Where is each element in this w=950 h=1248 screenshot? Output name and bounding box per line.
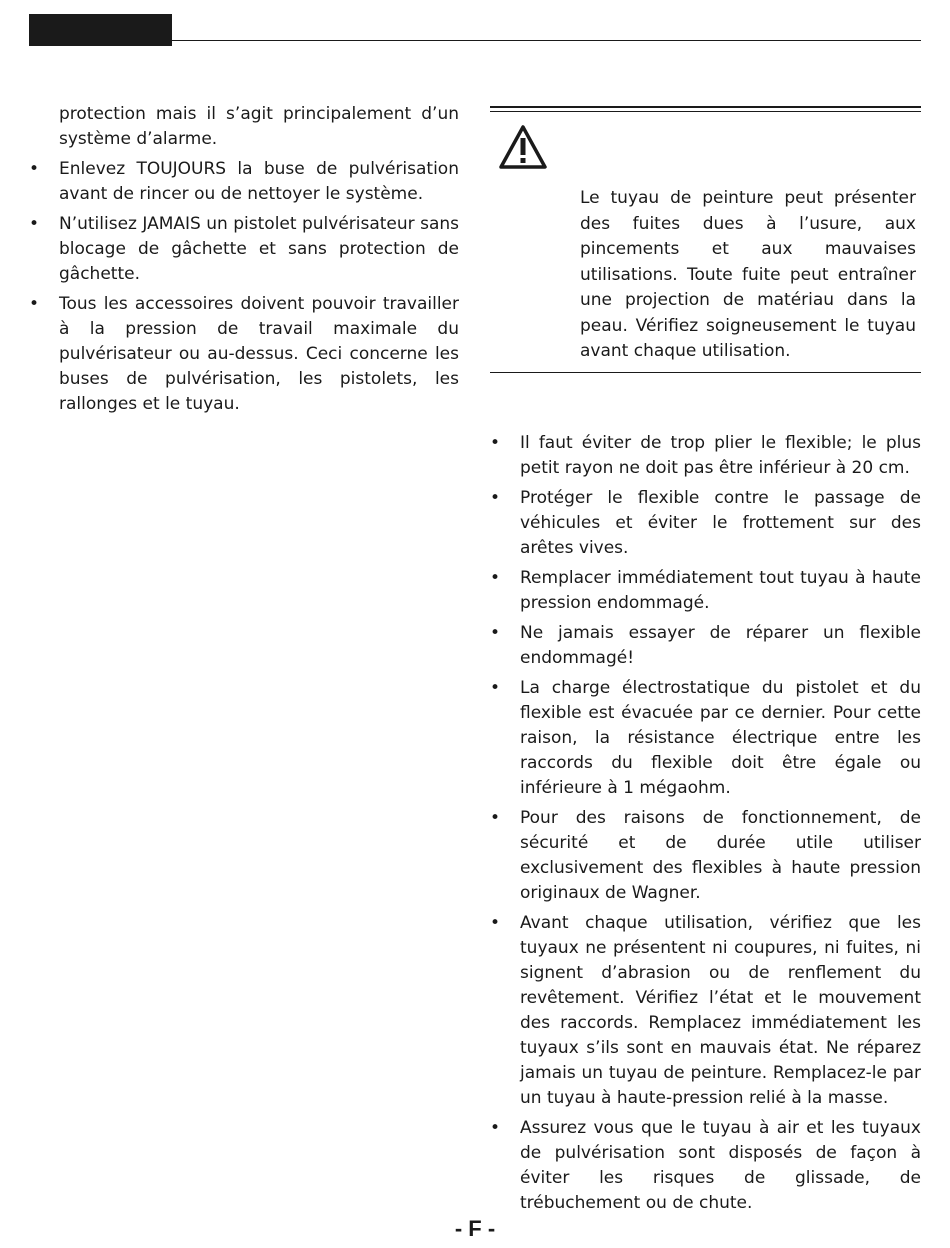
- list-item: [490, 806, 921, 906]
- list-item: [490, 486, 921, 561]
- list-item: [29, 157, 459, 207]
- list-item-text: Il faut éviter de trop plier le flexible; le plus petit rayon ne doit pas être inférieur à 20 cm.: [520, 433, 921, 478]
- bullet-icon: •: [29, 214, 40, 234]
- right-column: [490, 426, 921, 1216]
- list-item: [490, 676, 921, 801]
- list-item: [490, 1116, 921, 1216]
- list-item: [490, 566, 921, 616]
- list-item-text: Assurez vous que le tuyau à air et les tuyaux de pulvérisation sont disposés de façon à éviter les risques de glissade, de trébuchement ou de chute.: [520, 1118, 921, 1213]
- list-item: [490, 431, 921, 481]
- bullet-icon: •: [490, 568, 501, 588]
- warning-rule-bottom: [490, 372, 921, 373]
- list-item-text: Remplacer immédiatement tout tuyau à haute pression endommagé.: [520, 568, 921, 613]
- list-item-text: Pour des raisons de fonctionnement, de sécurité et de durée utile utiliser exclusivement des flexibles à haute pression originaux de Wagner.: [520, 808, 921, 903]
- list-item: [29, 212, 459, 287]
- bullet-icon: •: [490, 678, 501, 698]
- left-bullet-list: [29, 157, 459, 417]
- page-number: - F -: [454, 1216, 496, 1241]
- list-item-text: Tous les accessoires doivent pouvoir travailler à la pression de travail maximale du pulvérisateur ou au-dessus. Ceci concerne les buses de pulvérisation, les pistolets, les rallonges et le tuyau.: [59, 294, 459, 414]
- warning-triangle-icon: [498, 124, 548, 170]
- warning-rule-top: [490, 106, 921, 108]
- bullet-icon: •: [29, 294, 40, 314]
- warning-box: [490, 106, 921, 365]
- bullet-icon: •: [490, 808, 501, 828]
- list-item-text: N’utilisez JAMAIS un pistolet pulvérisateur sans blocage de gâchette et sans protection de gâchette.: [59, 214, 459, 284]
- list-item: [490, 621, 921, 671]
- list-item: [490, 911, 921, 1111]
- bullet-icon: •: [490, 623, 501, 643]
- bullet-icon: •: [490, 1118, 501, 1138]
- bullet-icon: •: [490, 433, 501, 453]
- left-column: [29, 102, 459, 417]
- right-bullet-list: [490, 431, 921, 1216]
- list-item-text: Protéger le flexible contre le passage de véhicules et éviter le frottement sur des arêtes vives.: [520, 488, 921, 558]
- list-item: [29, 292, 459, 417]
- header-black-block: [29, 14, 172, 46]
- bullet-icon: •: [490, 488, 501, 508]
- bullet-icon: •: [29, 159, 40, 179]
- continuation-paragraph: protection mais il s’agit principalement d’un système d’alarme.: [59, 104, 459, 149]
- warning-rule-top-thin: [490, 111, 921, 112]
- header-rule: [172, 40, 921, 41]
- bullet-icon: •: [490, 913, 501, 933]
- warning-text: Le tuyau de peinture peut présenter des fuites dues à l’usure, aux pincements et aux mauvaises utilisations. Toute fuite peut entraîner une projection de matériau dans la peau. Vérifiez soigneusement le tuyau avant chaque utilisation.: [580, 188, 916, 361]
- list-item-text: Ne jamais essayer de réparer un flexible endommagé!: [520, 623, 921, 668]
- list-item-text: Avant chaque utilisation, vérifiez que les tuyaux ne présentent ni coupures, ni fuites, ni signent d’abrasion ou de renflement du revêtement. Vérifiez l’état et le mouvement des raccords. Remplacez immédiatement les tuyaux s’ils sont en mauvais état. Ne réparez jamais un tuyau de peinture. Remplacez-le par un tuyau à haute-pression relié à la masse.: [520, 913, 921, 1108]
- list-item-text: Enlevez TOUJOURS la buse de pulvérisation avant de rincer ou de nettoyer le système.: [59, 159, 459, 204]
- list-item-text: La charge électrostatique du pistolet et du flexible est évacuée par ce dernier. Pour cette raison, la résistance électrique entre les raccords du flexible doit être égale ou inférieure à 1 mégaohm.: [520, 678, 921, 798]
